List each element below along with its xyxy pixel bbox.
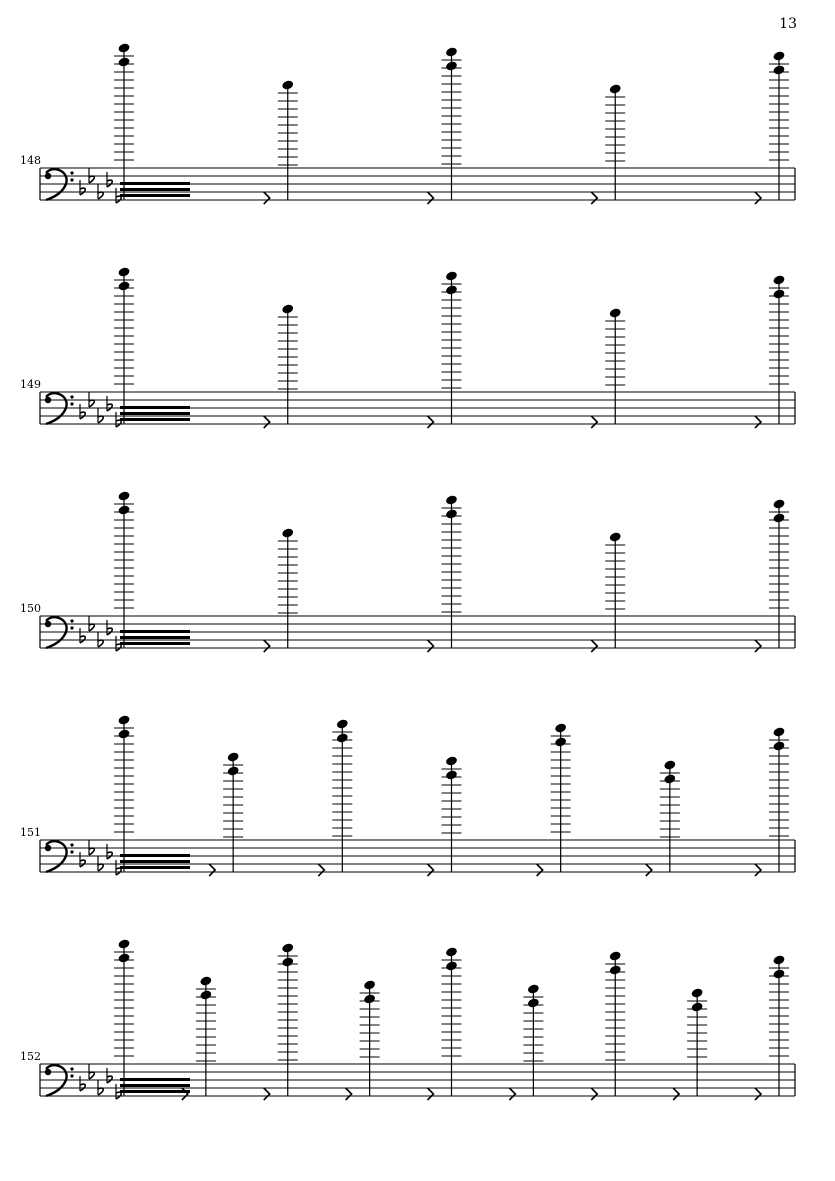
beam [120, 1090, 190, 1093]
rest-icon [428, 1088, 434, 1100]
beam [120, 1078, 190, 1081]
note-head [445, 946, 458, 957]
measure-number: 151 [20, 826, 41, 839]
note-head [199, 975, 212, 986]
note-head [691, 987, 704, 998]
note-head [363, 993, 376, 1004]
note-head [527, 983, 540, 994]
measure-number: 152 [20, 1050, 41, 1063]
note-head [117, 938, 130, 949]
page-number: 13 [779, 16, 797, 32]
note-head [199, 989, 212, 1000]
rest-icon [509, 1088, 515, 1100]
beam [120, 1084, 190, 1087]
rest-icon [755, 1088, 761, 1100]
rest-icon [673, 1088, 679, 1100]
note-head [281, 956, 294, 967]
note-head [527, 997, 540, 1008]
flat-icon [107, 1068, 112, 1083]
measure-number: 150 [20, 602, 41, 615]
note-head [281, 942, 294, 953]
note-head [117, 952, 130, 963]
rest-icon [182, 1088, 188, 1100]
note-head [363, 979, 376, 990]
note-head [609, 950, 622, 961]
note-head [772, 968, 785, 979]
note-head [691, 1001, 704, 1012]
measure-number: 148 [20, 154, 41, 167]
note-head [772, 954, 785, 965]
bass-clef-icon [45, 1065, 74, 1096]
note-head [445, 960, 458, 971]
note-head [609, 964, 622, 975]
rest-icon [264, 1088, 270, 1100]
flat-icon [80, 1076, 85, 1091]
measure-number: 149 [20, 378, 41, 391]
rest-icon [591, 1088, 597, 1100]
rest-icon [346, 1088, 352, 1100]
